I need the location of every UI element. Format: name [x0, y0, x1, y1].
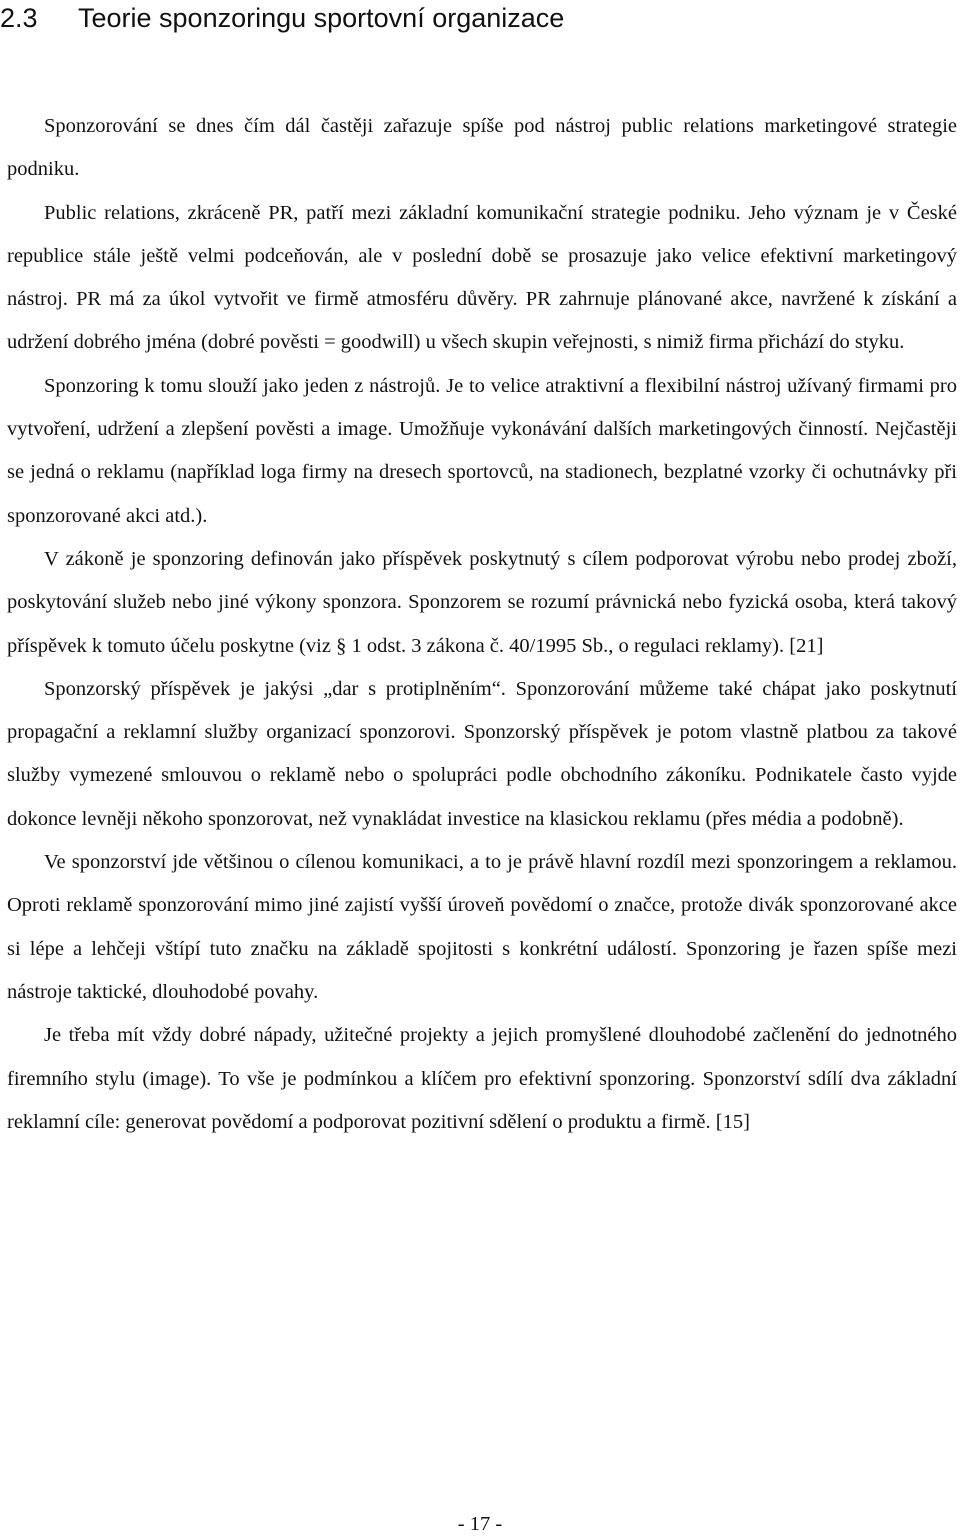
paragraph-5: Sponzorský příspěvek je jakýsi „dar s protiplněním“. Sponzorování můžeme také chápat jako poskytnutí propagační a reklamní služby organizací sponzorovi. Sponzorský příspěvek je potom vlastně platbou za takové služby vymezené smlouvou o reklamě nebo o spolupráci podle obchodního zákoníku. Podnikatele často vyjde dokonce levněji někoho sponzorovat, než vynakládat investice na klasickou reklamu (přes média a podobně). — [7, 677, 957, 830]
section-title: Teorie sponzoringu sportovní organizace — [78, 3, 565, 33]
paragraph-7: Je třeba mít vždy dobré nápady, užitečné projekty a jejich promyšlené dlouhodobé začlenění do jednotného firemního stylu (image). To vše je podmínkou a klíčem pro efektivní sponzoring. Sponzorství sdílí dva základní reklamní cíle: generovat povědomí a podporovat pozitivní sdělení o produktu a firmě. [15] — [7, 1024, 957, 1133]
paragraph-2: Public relations, zkráceně PR, patří mezi základní komunikační strategie podniku. Jeho význam je v České republice stále ještě velmi podceňován, ale v poslední době se prosazuje jako velice efektivní marketingový nástroj. PR má za úkol vytvořit ve firmě atmosféru důvěry. PR zahrnuje plánované akce, navržené k získání a udržení dobrého jména (dobré pověsti = goodwill) u všech skupin veřejnosti, s nimiž firma přichází do styku. — [7, 201, 957, 354]
paragraph-4: V zákoně je sponzoring definován jako příspěvek poskytnutý s cílem podporovat výrobu nebo prodej zboží, poskytování služeb nebo jiné výkony sponzora. Sponzorem se rozumí právnická nebo fyzická osoba, která takový příspěvek k tomuto účelu poskytne (viz § 1 odst. 3 zákona č. 40/1995 Sb., o regulaci reklamy). [21] — [7, 547, 957, 657]
section-number: 2.3 — [0, 3, 38, 33]
paragraph-1: Sponzorování se dnes čím dál častěji zařazuje spíše pod nástroj public relations marketingové strategie podniku. — [7, 115, 957, 181]
body-text — [7, 105, 957, 1144]
page-number: - 17 - — [457, 1513, 503, 1535]
paragraph-6: Ve sponzorství jde většinou o cílenou komunikaci, a to je právě hlavní rozdíl mezi sponzoringem a reklamou. Oproti reklamě sponzorování mimo jiné zajistí vyšší úroveň povědomí o značce, protože divák sponzorované akce si lépe a lehčeji vštípí tuto značku na základě spojitosti s konkrétní událostí. Sponzoring je řazen spíše mezi nástroje taktické, dlouhodobé povahy. — [7, 851, 957, 1003]
paragraph-3: Sponzoring k tomu slouží jako jeden z nástrojů. Je to velice atraktivní a flexibilní nástroj užívaný firmami pro vytvoření, udržení a zlepšení pověsti a image. Umožňuje vykonávání dalších marketingových činností. Nejčastěji se jedná o reklamu (například loga firmy na dresech sportovců, na stadionech, bezplatné vzorky či ochutnávky při sponzorované akci atd.). — [7, 374, 957, 527]
section-heading — [0, 0, 564, 36]
